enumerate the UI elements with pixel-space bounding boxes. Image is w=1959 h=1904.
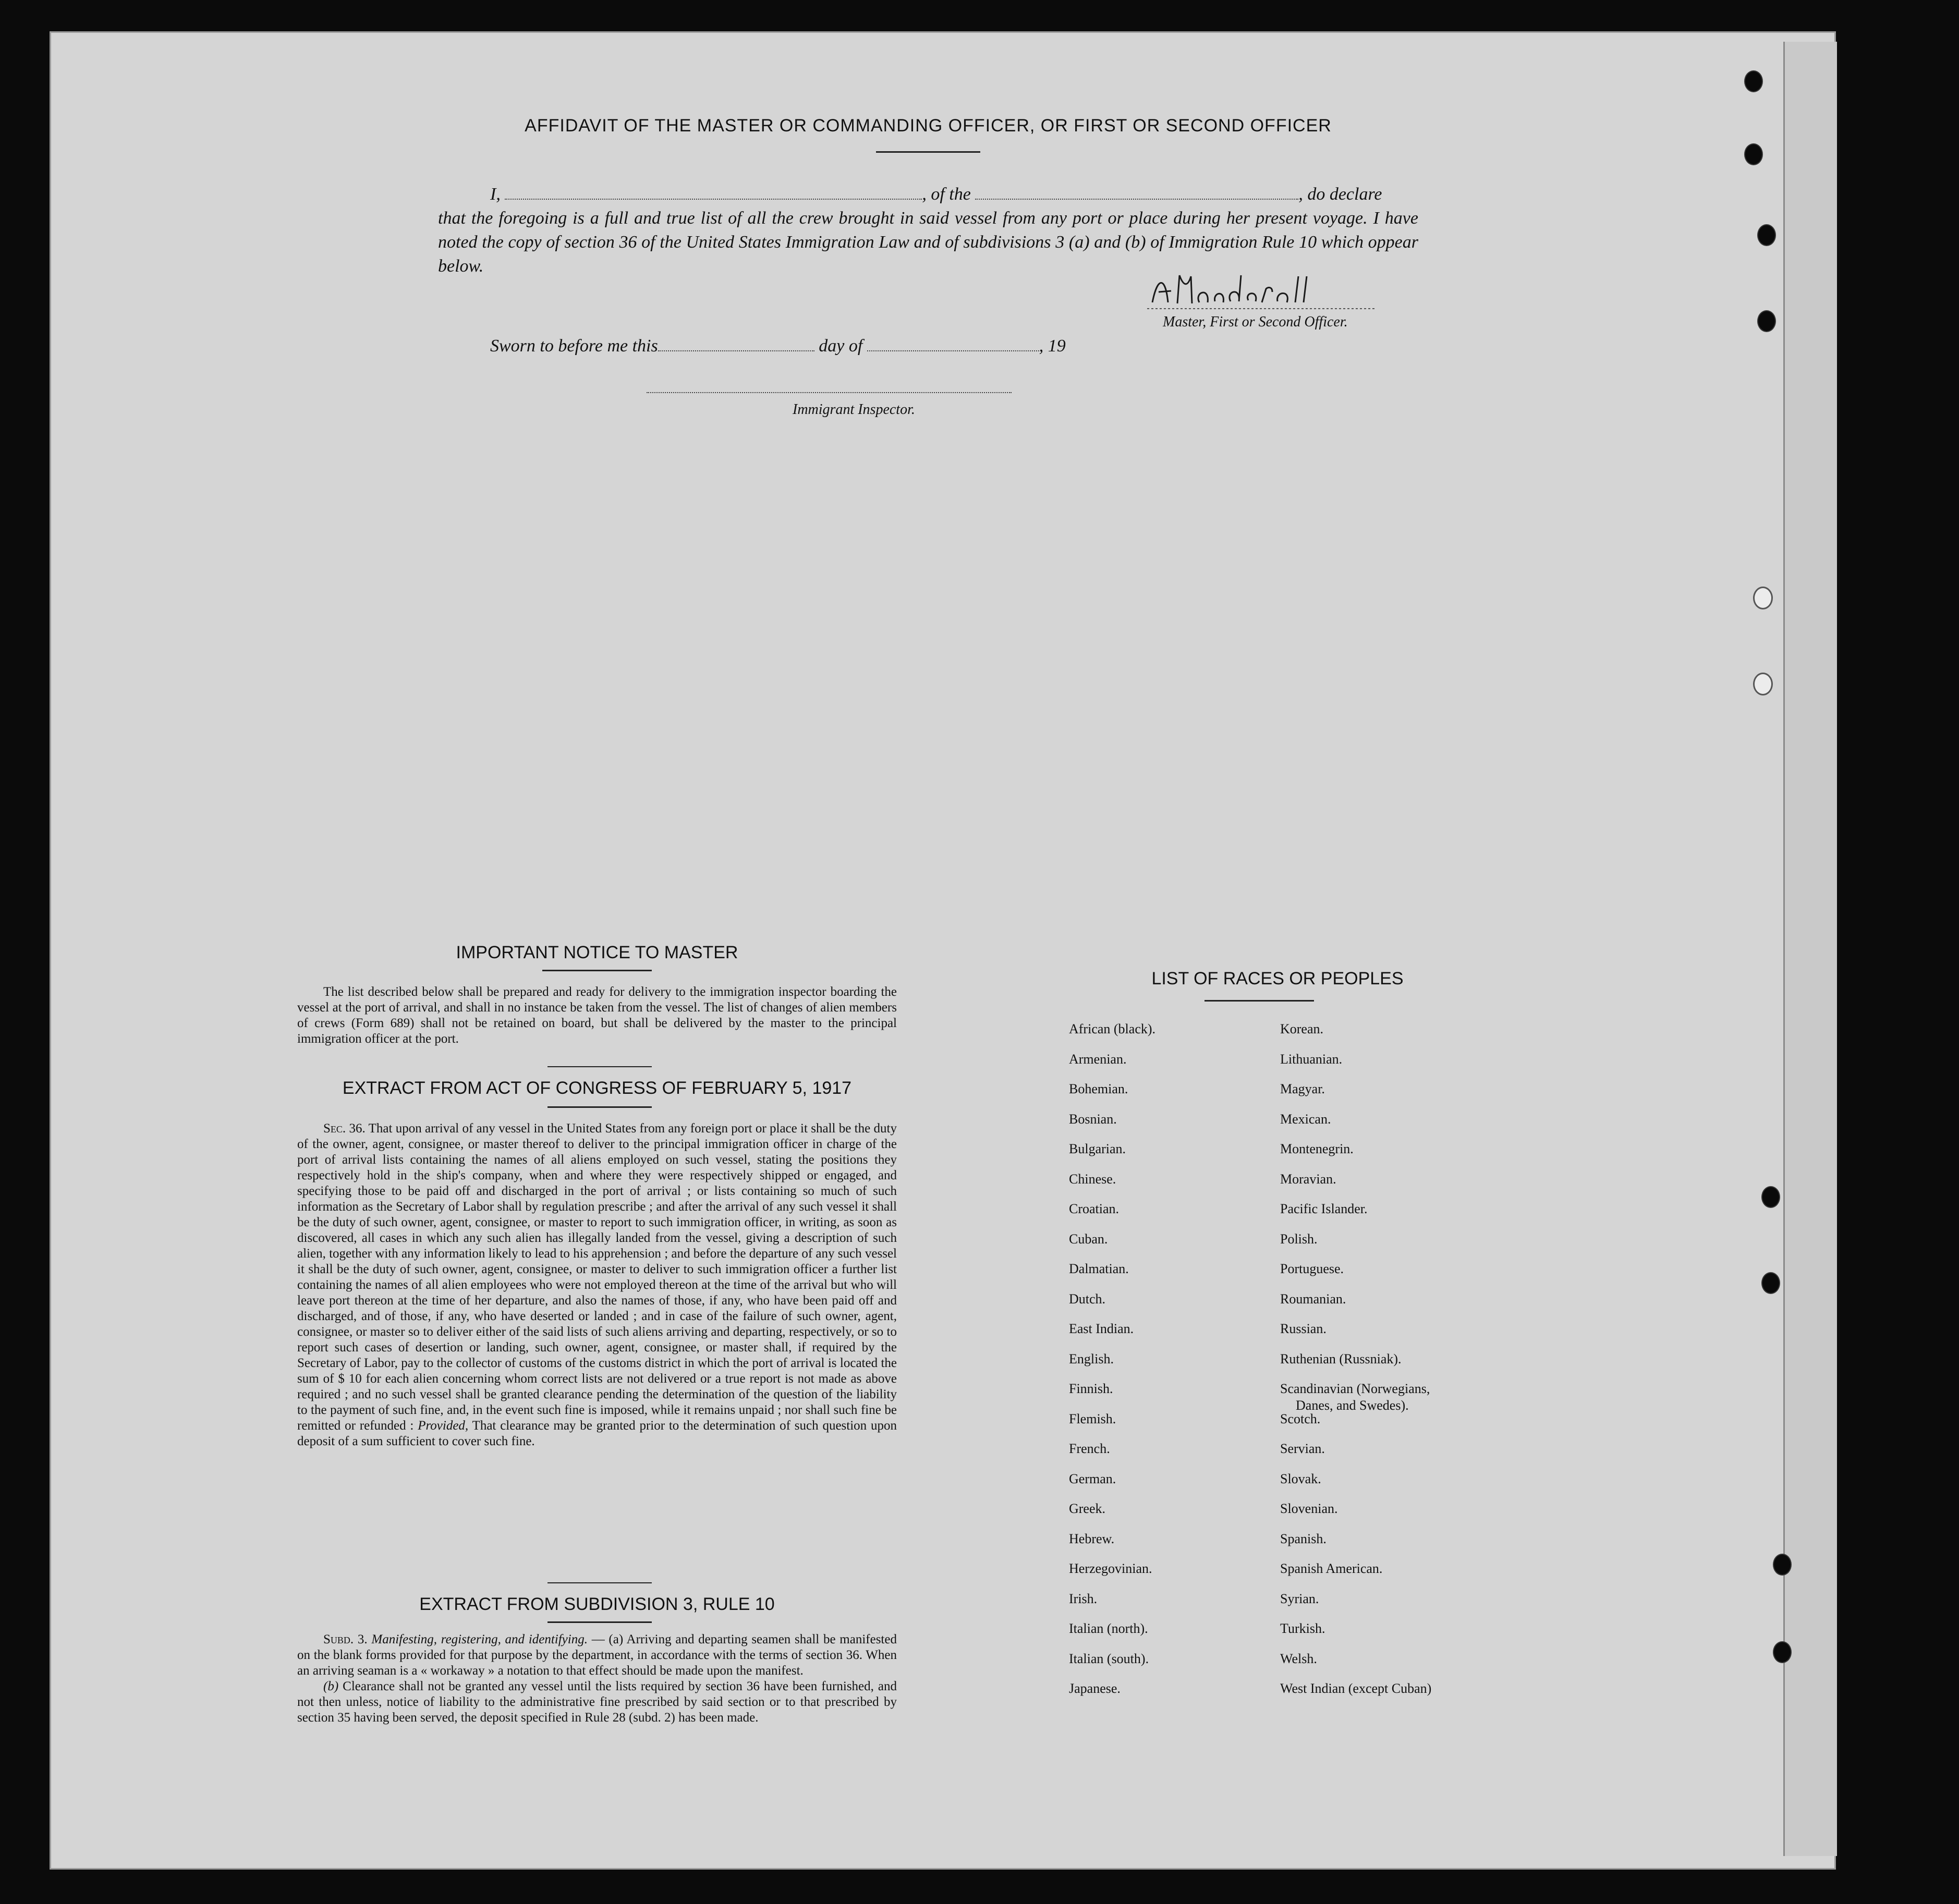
vessel-blank[interactable] <box>975 186 1298 200</box>
page-edge <box>1783 42 1837 1856</box>
affidavit-title: AFFIDAVIT OF THE MASTER OR COMMANDING OFFICER, OR FIRST OR SECOND OFFICER <box>525 116 1332 136</box>
race-item: Bohemian. <box>1069 1081 1128 1096</box>
race-item: Magyar. <box>1280 1081 1325 1096</box>
race-item: Scandinavian (Norwegians, <box>1280 1381 1430 1396</box>
race-item: French. <box>1069 1441 1110 1456</box>
race-item: Spanish. <box>1280 1531 1327 1546</box>
race-item: Finnish. <box>1069 1381 1113 1396</box>
race-item: Turkish. <box>1280 1621 1325 1636</box>
inspector-caption: Immigrant Inspector. <box>793 401 915 418</box>
races-rule <box>1204 1000 1314 1002</box>
rule-extract-title: EXTRACT FROM SUBDIVISION 3, RULE 10 <box>419 1594 775 1614</box>
race-item: Armenian. <box>1069 1052 1127 1067</box>
race-item: English. <box>1069 1351 1114 1366</box>
race-item: Dalmatian. <box>1069 1261 1129 1276</box>
divider <box>547 1582 652 1583</box>
act-rule <box>547 1106 652 1108</box>
race-item: Greek. <box>1069 1501 1106 1516</box>
race-item: West Indian (except Cuban) <box>1280 1681 1432 1696</box>
race-item: Italian (south). <box>1069 1651 1149 1666</box>
race-item: Bosnian. <box>1069 1112 1117 1127</box>
race-item-extra: Danes, and Swedes). <box>1296 1398 1409 1413</box>
paragraph-b: Clearance shall not be granted any vessel until the lists required by section 36 have been furnished, and not then unless, notice of liability to the administrative fine prescribed by said section or to that prescribed by section 35 having been served, the deposit specified in Rule 28 (subd. 2) has been made. <box>297 1679 897 1725</box>
sworn-prefix: Sworn to before me this <box>490 336 658 356</box>
section-text: That upon arrival of any vessel in the United States from any foreign port or place it shall be the duty of the owner, agent, consignee, or master thereof to deliver to the principal immigration officer in charge of the port of arrival lists containing the names of all aliens employed on such vessel, stating the positions they respectively hold in the ship's company, when and where they were respectively shipped or engaged, and specifying those to be paid off and discharged in the port of arrival ; or lists containing so much of such information as the Secretary of Labor shall by regulation prescribe ; and after the arrival of any such vessel it shall be the duty of such owner, agent, consignee, or master to report to such immigration officer, in writing, as soon as discovered, all cases in which any such alien has illegally landed from the vessel, giving a description of such alien, together with any information likely to lead to his apprehension ; and before the departure of any such vessel it shall be the duty of such owner, agent, consignee, or master to deliver to such immigration officer a further list containing the names of all alien employees who were not employed thereon at the time of the arrival but who will leave port thereon at the time of her departure, and also the names of those, if any, who have been paid off and discharged, and of those, if any, who have deserted or landed ; and in case of the failure of such owner, agent, consignee, or master so to deliver either of the said lists of such aliens arriving and departing, respectively, or so to report such cases of desertion or landing, such owner, agent, consignee, or master shall, if required by the Secretary of Labor, pay to the collector of customs of the customs district in which the port of arrival is located the sum of $ 10 for each alien concerning whom correct lists are not delivered or a true report is not made as above required ; and no such vessel shall be granted clearance pending the determination of the question of the liability to the payment of such fine, and, in the event such fine is imposed, while it remains unpaid ; nor shall such fine be remitted or refunded : <box>297 1121 897 1433</box>
provided-label: Provided, <box>418 1419 469 1433</box>
race-item: Polish. <box>1280 1231 1318 1247</box>
binder-hole <box>1744 70 1763 92</box>
race-item: Slovak. <box>1280 1471 1321 1486</box>
race-item: Scotch. <box>1280 1411 1321 1426</box>
race-item: Spanish American. <box>1280 1561 1383 1576</box>
rule-rule <box>547 1621 652 1623</box>
notice-rule <box>542 970 652 971</box>
divider <box>547 1066 652 1067</box>
binder-hole <box>1761 1186 1780 1208</box>
binder-hole <box>1773 1641 1792 1663</box>
binder-hole <box>1757 224 1776 246</box>
affidavit-of-the: , of the <box>922 185 971 204</box>
races-title: LIST OF RACES OR PEOPLES <box>1151 969 1404 988</box>
race-item: Cuban. <box>1069 1231 1108 1247</box>
race-item: German. <box>1069 1471 1116 1486</box>
race-item: African (black). <box>1069 1021 1156 1036</box>
binder-hole <box>1761 1272 1780 1294</box>
race-item: Italian (north). <box>1069 1621 1148 1636</box>
race-item: Irish. <box>1069 1591 1098 1606</box>
race-item: Lithuanian. <box>1280 1052 1343 1067</box>
race-item: Russian. <box>1280 1321 1327 1336</box>
section-label: Sec. 36. <box>323 1121 366 1136</box>
race-item: Syrian. <box>1280 1591 1319 1606</box>
binder-hole-open <box>1753 587 1773 609</box>
notice-paragraph: The list described below shall be prepared and ready for delivery to the immigration inspector boarding the vessel at the port of arrival, and shall in no instance be taken from the vessel. The list of changes of alien members of crews (Form 689) shall not be retained on board, but shall be delivered by the master to the principal immigration officer at the port. <box>297 985 897 1046</box>
affidavit-i: I, <box>490 185 501 204</box>
race-item: Mexican. <box>1280 1112 1331 1127</box>
paragraph-b-label: (b) <box>323 1679 339 1693</box>
binder-hole <box>1744 143 1763 165</box>
title-rule <box>876 151 980 153</box>
race-item: Ruthenian (Russniak). <box>1280 1351 1402 1366</box>
race-item: Korean. <box>1280 1021 1324 1036</box>
race-item: Roumanian. <box>1280 1291 1346 1307</box>
name-blank[interactable] <box>505 186 922 200</box>
inspector-signature-line[interactable] <box>647 392 1012 393</box>
section-text-end: That clearance may be granted prior to the determination of such question upon deposit of a sum sufficient to cover such fine. <box>297 1419 897 1448</box>
affidavit-body: that the foregoing is a full and true list of all the crew brought in said vessel from any port or place during her present voyage. I have noted the copy of section 36 of the United States Immigration Law and of subdivisions 3 (a) and (b) of Immigration Rule 10 which oppear below. <box>438 209 1418 276</box>
binder-hole-open <box>1753 673 1773 695</box>
sworn-line <box>490 336 1116 356</box>
race-item: Portuguese. <box>1280 1261 1344 1276</box>
race-item: Japanese. <box>1069 1681 1121 1696</box>
race-item: Slovenian. <box>1280 1501 1338 1516</box>
affidavit-text <box>438 182 1418 278</box>
notice-text <box>297 984 897 1047</box>
race-item: East Indian. <box>1069 1321 1134 1336</box>
master-signature <box>1147 271 1377 313</box>
paragraph-a: — (a) Arriving and departing seamen shall be manifested on the blank forms provided for that purpose by the department, in accordance with the terms of section 36. When an arriving seaman is a « workaway » a notation to that effect should be made upon the manifest. <box>297 1632 897 1678</box>
sworn-day-blank[interactable] <box>658 339 814 351</box>
race-item: Herzegovinian. <box>1069 1561 1152 1576</box>
binder-hole <box>1757 310 1776 332</box>
sworn-year: , 19 <box>1039 336 1066 356</box>
act-extract-title: EXTRACT FROM ACT OF CONGRESS OF FEBRUARY 5, 1917 <box>342 1078 852 1098</box>
race-item: Chinese. <box>1069 1171 1116 1187</box>
sworn-day-of: day of <box>819 336 863 356</box>
subdivision-heading: Manifesting, registering, and identifying. <box>371 1632 588 1646</box>
race-item: Montenegrin. <box>1280 1141 1354 1156</box>
rule-extract-text <box>297 1632 897 1726</box>
race-item: Hebrew. <box>1069 1531 1115 1546</box>
race-item: Dutch. <box>1069 1291 1106 1307</box>
race-item: Welsh. <box>1280 1651 1317 1666</box>
race-item: Moravian. <box>1280 1171 1336 1187</box>
race-item: Servian. <box>1280 1441 1325 1456</box>
race-item: Bulgarian. <box>1069 1141 1126 1156</box>
binder-hole <box>1773 1554 1792 1576</box>
notice-title: IMPORTANT NOTICE TO MASTER <box>456 943 738 962</box>
act-extract-text <box>297 1121 897 1449</box>
race-item: Flemish. <box>1069 1411 1116 1426</box>
race-item: Pacific Islander. <box>1280 1201 1368 1216</box>
affidavit-declare: , do declare <box>1298 185 1382 204</box>
sworn-month-blank[interactable] <box>867 339 1039 351</box>
signature-caption: Master, First or Second Officer. <box>1163 314 1348 330</box>
subdivision-label: Subd. 3. <box>323 1632 368 1646</box>
race-item: Croatian. <box>1069 1201 1120 1216</box>
